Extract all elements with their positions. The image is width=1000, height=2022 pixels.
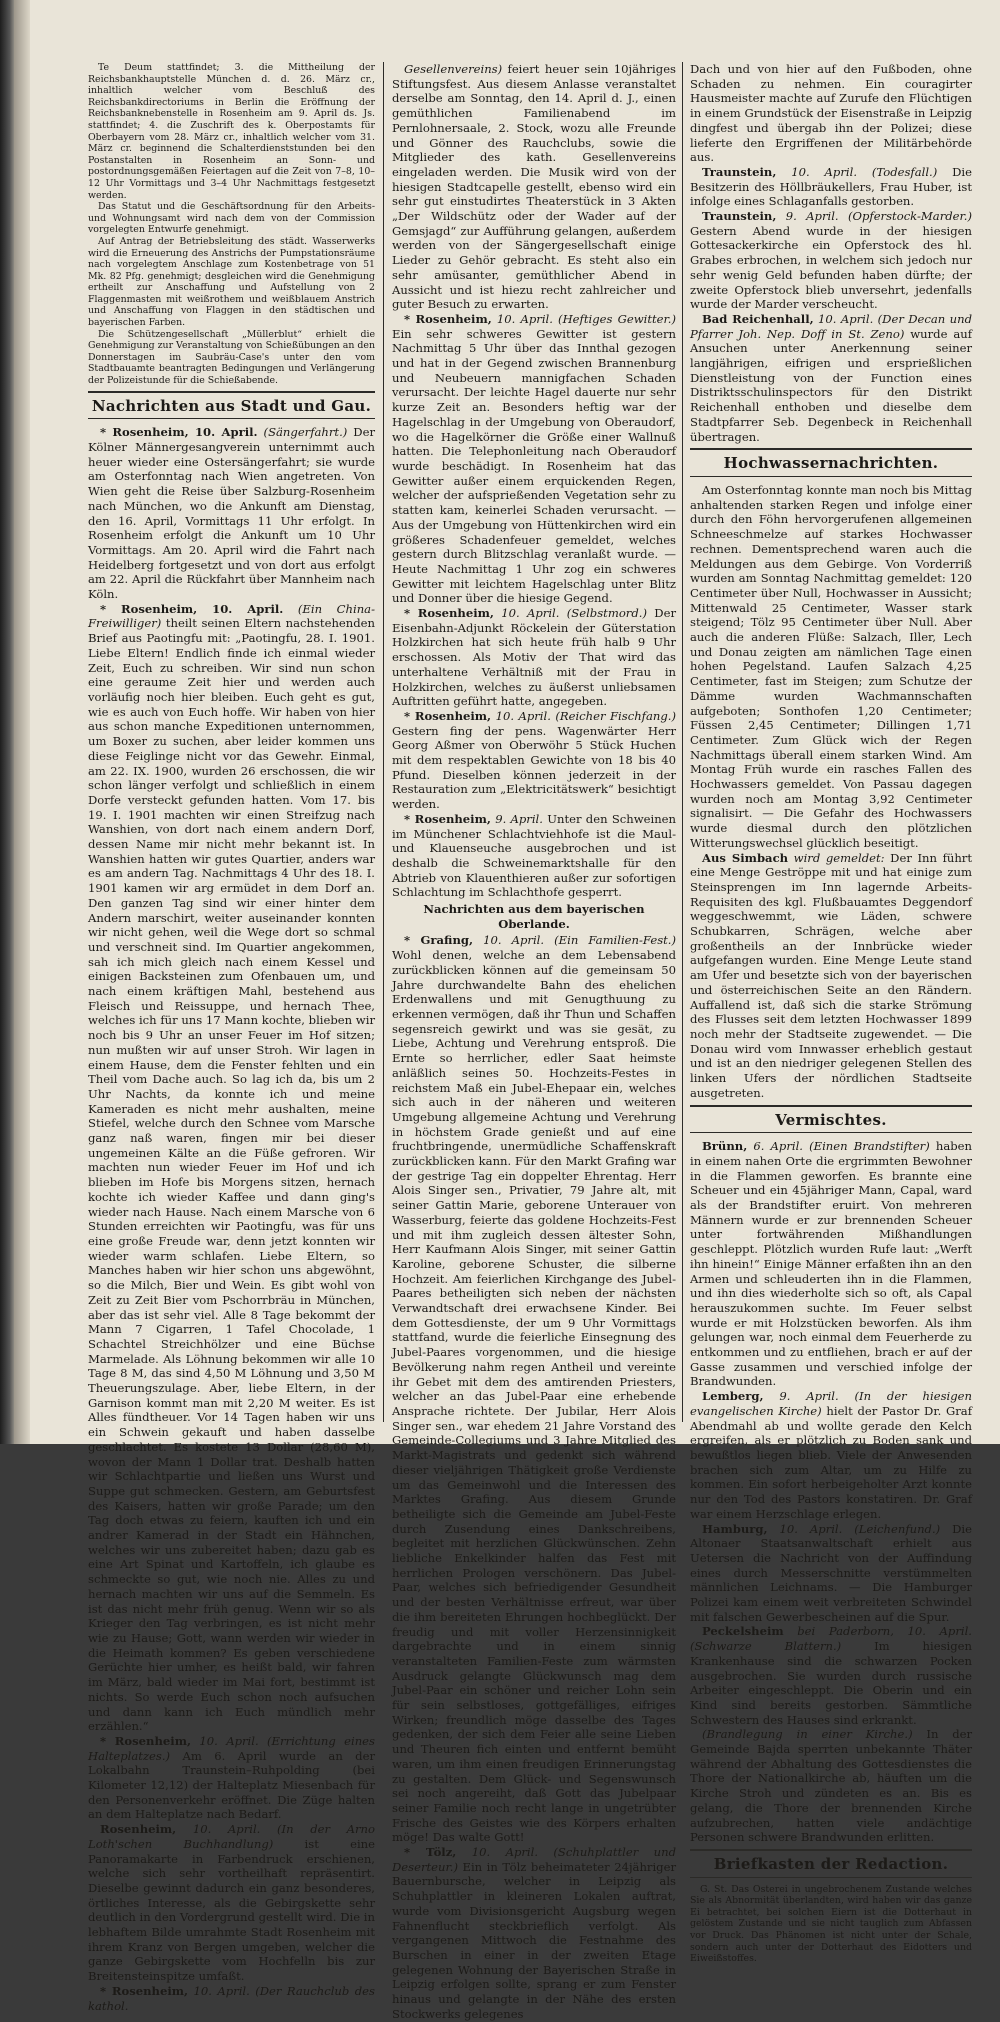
article-topic: 9. April. (495, 811, 543, 826)
column-3 (690, 62, 973, 1965)
article-text: wurde auf Ansuchen unter Anerkennung seiner langjährigen, eifrigen und ersprießlichen Dienstleistung von der Function eines Distriktsschulinspectors für den Distrikt Reichenhall enthoben und dieselbe dem Stadtpfarrer Seb. Degenbeck in Reichenhall übertragen. (690, 326, 972, 444)
article-text: Am Osterfonntag konnte man noch bis Mittag anhaltenden starken Regen und infolge einer durch den Föhn hervorgerufenen allgemeinen Schneeschmelze auf starkes Hochwasser rechnen. Dementsprechend waren auch die Meldungen aus dem Gebirge. Von Vorderriß wurden am Sonntag Nachmittag gemeldet: 120 Centimeter über Null, Hochwasser in Aussicht; Mittenwald 25 Centimeter, Wasser stark steigend; Tölz 95 Centimeter über Null. Aber auch die anderen Flüße: Salzach, Iller, Lech und Donau zeigten am nämlichen Tage einen hohen Pegelstand. Laufen Salzach 4,25 Centimeter, fast im Steigen; zum Schutze der Dämme wurden Wachmannschaften aufgeboten; Sonthofen 1,20 Centimeter; Füssen 2,45 Centimeter; Dillingen 1,71 Centimeter. Zum Glück wich der Regen Nachmittags überall einem starken Wind. Am Montag Früh wurde ein rasches Fallen des Hochwassers gemeldet. Von Passau dagegen wurden noch am Montag 3,92 Centimeter signalisirt. — Die Gefahr des Hochwassers wurde diesmal durch den plötzlichen Witterungswechsel glücklich beseitigt. (690, 482, 972, 850)
article-dateline: Peckelsheim (702, 1624, 784, 1639)
news-article (392, 1845, 676, 2021)
article-dateline: Aus Simbach (702, 850, 789, 865)
news-article (392, 933, 676, 1845)
news-article (690, 312, 972, 444)
article-dateline: * Rosenheim, (404, 708, 492, 723)
section-divider (690, 1849, 972, 1851)
article-dateline: Lemberg, (702, 1389, 764, 1404)
article-dateline: * Rosenheim, 10. April. (100, 601, 284, 616)
council-notice: Te Deum stattfindet; 3. die Mittheilung der Reichsbankhauptstelle München d. d. 26. März cr., inhaltlich welcher vom Beschluß des Reichsbankdirectoriums in Berlin die Eröffnung der Reichsbanknebenstelle in Rosenheim am 9. April ds. Js. stattfindet; 4. die Zuschrift des k. Oberpostamts für Oberbayern vom 28. März cr., inhaltlich welcher vom 31. März cr. beginnend die Schalterdienststunden bei den Postanstalten in Rosenheim an Sonn- und postordnungsgemäßen Feiertagen auf die Zeit von 7–8, 10–12 Uhr Vormittags und 3–4 Uhr Nachmittags festgesetzt werden. (88, 62, 375, 201)
section-divider (88, 391, 375, 393)
news-article (690, 1139, 972, 1389)
article-topic: 9. April. (Opferstock-Marder.) (785, 209, 973, 224)
article-topic: Gesellenvereins) (404, 62, 503, 76)
news-article (690, 1727, 972, 1845)
news-article (690, 1522, 972, 1625)
article-text: Die Altonaer Staatsanwaltschaft erhielt aus Uetersen die Nachricht von der Auffindung eines durch Messerschnitte verstümmelten männlichen Leichnams. — Die Hamburger Polizei kam einem weit verbreiteten Schwindel mit falschen Gewerbescheinen auf die Spur. (690, 1521, 973, 1624)
article-topic: 10. April. (Der Rauchclub des kathol. (88, 1983, 375, 2013)
news-article (690, 851, 972, 1101)
column-1 (88, 62, 376, 2013)
article-text: Dach und von hier auf den Fußboden, ohne Schaden zu nehmen. Ein couragirter Hausmeister machte auf Zurufe den Flüchtigen in einem Grundstück der Eisenstraße in Leipzig dingfest und übergab ihn der Polizei; diese lieferte den Ergriffenen der Militärbehörde aus. (690, 62, 972, 165)
article-topic: 10. April. (Errichtung eines Halteplatzes.) (88, 1733, 375, 1763)
council-notice: Auf Antrag der Betriebsleitung des städt. Wasserwerks wird die Erneuerung des Anstrichs der Pumpstationsräume nach vorgelegtem Anschlage zum Kostenbetrage von 51 Mk. 82 Pfg. genehmigt; desgleichen wird die Genehmigung ertheilt zur Anschaffung und Aufstellung von 2 Flaggenmasten mit weißrothem und weißblauem Anstrich und Anschaffung von Flaggen in den städtischen und bayerischen Farben. (88, 235, 375, 329)
article-text: Am 6. April wurde an der Lokalbahn Traunstein–Ruhpolding (bei Kilometer 12,12) der Halteplatz Miesenbach für den Personenverkehr eröffnet. Die Züge halten an dem Halteplatze nach Bedarf. (88, 1748, 376, 1822)
article-dateline: * Tölz, (404, 1845, 457, 1860)
article-text: Ein sehr schweres Gewitter ist gestern Nachmittag 5 Uhr über das Innthal gezogen und hat in der Gegend zwischen Brannenburg und Neubeuern mannigfachen Schaden verursacht. Der leichte Hagel dauerte nur sehr kurze Zeit an. Besonders heftig war der Hagelschlag in der Umgebung von Oberaudorf, wo die Hagelkörner die Größe einer Wallnuß hatten. Die Telephonleitung nach Oberaudorf wurde beschädigt. In Rosenheim hat das Gewitter außer einem erquickenden Regen, welcher der aufsprießenden Vegetation sehr zu statten kam, keinerlei Schaden verursacht. — Aus der Umgebung von Hüttenkirchen wird ein größeres Schadenfeuer gemeldet, welches gestern durch Blitzschlag veranlaßt wurde. — Heute Nachmittag 1 Uhr zog ein schweres Gewitter mit leichtem Hagelschlag unter Blitz und Donner über die hiesige Gegend. (392, 326, 676, 606)
article-dateline: * Grafing, (404, 933, 474, 948)
article-text: Der Inn führt eine Menge Geströppe mit und hat einige zum Steinsprengen im Inn lagernde Arbeits-Requisiten des kgl. Flußbauamtes Deggendorf weggeschwemmt, wie Läden, schwere Schubkarren, Schrägen, welche aber großentheils an der Innbrücke wieder aufgefangen wurden. Eine Menge Leute stand am Ufer und besetzte sich von der bayerischen und österreichischen Seite an den Rändern. Auffallend ist, daß sich die starke Strömung des Flusses seit dem letzten Hochwasser 1899 noch mehr der Stadtseite zugewendet. — Die Donau wird vom Innwasser erheblich gestaut und ist an den niedriger gelegenen Stellen des linken Ufers der nördlichen Stadtseite ausgetreten. (690, 850, 973, 1100)
section-heading: Nachrichten aus Stadt und Gau. (91, 396, 372, 415)
article-text: Die Besitzerin des Höllbräukellers, Frau Huber, ist infolge eines Schlaganfalls gestorben. (690, 164, 972, 209)
article-topic: (Sängerfahrt.) (263, 425, 348, 440)
article-text: Unter den Schweinen im Münchener Schlachtviehhofe ist die Maul- und Klauenseuche ausgebrochen und ist deshalb die Schweinemarktshalle für den Abtrieb von Klauenthieren außer zur sofortigen Schlachtung im Schlachthofe gesperrt. (392, 811, 677, 900)
heading-rule (88, 418, 375, 419)
news-article (690, 1624, 972, 1727)
article-topic: 10. April. (Schuhplattler und Deserteur.) (392, 1845, 676, 1874)
section-heading: Vermischtes. (775, 1110, 887, 1129)
article-dateline: Traunstein, (702, 209, 777, 224)
article-topic: 10. April. (Ein Familien-Fest.) (483, 933, 677, 948)
article-text: In der Gemeinde Bajda sperrten unbekannte Thäter während der Abhaltung des Gottesdienstes die Thore der Nationalkirche ab, häuften um die Kirche Stroh und zündeten es an. Bis es gelang, die Thore der brennenden Kirche aufzubrechen, hatten viele andächtige Personen schwere Brandwunden erlitten. (690, 1727, 973, 1845)
article-dateline: * Rosenheim, 10. April. (100, 425, 258, 440)
news-article (690, 62, 972, 165)
article-topic: 10. April. (In der Arno Loth'schen Buchhandlung) (88, 1822, 376, 1851)
heading-rule (690, 1132, 972, 1133)
article-dateline: Hamburg, (702, 1521, 768, 1536)
news-article (690, 209, 972, 312)
page-content (88, 62, 973, 2021)
heading-rule (690, 476, 972, 477)
article-dateline: Rosenheim, (100, 1822, 177, 1837)
news-article (690, 483, 972, 851)
news-article (392, 709, 676, 812)
section-heading: Briefkasten der Redaction. (713, 1854, 949, 1873)
article-text: theilt seinen Eltern nachstehenden Brief aus Paotingfu mit: „Paotingfu, 28. I. 1901. Liebe Eltern! Endlich finde ich einmal wieder Zeit, Euch zu schreiben. Wir sind nun schon eine geraume Zeit hier und werden auch vorläufig noch hier bleiben. Euch geht es gut, wie es auch von Euch hoffe. Wir haben von hier aus schon manche Expeditionen unternommen, um Boxer zu suchen, aber leider kommen uns diese Feiglinge nicht vor das Gewehr. Einmal, am 22. IX. 1900, wurden 26 erschossen, die wir schon länger verfolgt und schließlich in einem Dorfe versteckt gefunden hatten. Vom 17. bis 19. I. 1901 machten wir einen Streifzug nach Wanshien, von dort nach einem andern Dorf, dessen Name mir nicht mehr bekannt ist. In Wanshien hatten wir gutes Quartier, anders war es am andern Tag. Nachmittags 4 Uhr des 18. I. 1901 kamen wir arg ermüdet in dem Dorf an. Den ganzen Tag sind wir einer hinter dem Andern marschirt, weiter auseinander konnten wir nicht gehen, weil die Wege dort so schmal und verschneit sind. Im Quartier angekommen, sah ich mich gleich nach einem Kessel und einigen Backsteinen zum Ofenbauen um, und nach einem kräftigen Mahl, bestehend aus Fleisch und Reissuppe, und hernach Thee, welches ich für uns 17 Mann kochte, blieben wir noch bis 9 Uhr an unser Feuer im Hof sitzen; nun mußten wir auf unser Stroh. Wir lagen in einem Hause, dem die Fenster fehlten und ein Theil vom Dache auch. So lag ich da, bis um 2 Uhr Nachts, da konnte ich und meine Kameraden es nicht mehr aushalten, meine Stiefel, welche durch den Schnee vom Marsche ganz naß waren, fingen mir bei dieser ungemeinen Kälte an die Füße gefroren. Wir machten nun wieder Feuer im Hof und ich blieben im Hofe bis Morgens sitzen, hernach kochte ich wieder Kaffee und dann ging's wieder nach Hause. Nach einem Marsche von 6 Stunden erreichten wir Paotingfu, was für uns eine große Freude war, denn jetzt konnten wir wieder warm schlafen. Liebe Eltern, so Manches haben wir hier schon uns abgewöhnt, so die Milch, Bier und Wein. Es gibt wohl von Zeit zu Zeit Bier vom Pschorrbräu in München, aber das ist sehr viel. Alle 8 Tage bekommt der Mann 7 Cigarren, 1 Tafel Chocolade, 1 Schachtel Streichhölzer und eine Büchse Marmelade. Als Löhnung bekommen wir alle 10 Tage 8 M, das sind 4,50 M Löhnung und 3,50 M Theuerungszulage. Aber, liebe Eltern, in der Garnison kommt man mit 2,20 M weiter. Es ist Alles fündtheuer. Vor 14 Tagen haben wir uns ein Schwein gekauft und haben dasselbe geschlachtet. Es kostete 13 Dollar (28,60 M), wovon der Mann 1 Dollar trat. Deshalb hatten wir Schlachtpartie und ließen uns Wurst und Suppe gut schmecken. Gestern, am Geburtsfest des Kaisers, hatten wir große Parade; um den Tag doch etwas zu feiern, kauften ich und ein andrer Kamerad in der Stadt ein Hähnchen, welches wir uns zubereitet haben; dazu gab es eine Art Spinat und Kartoffeln, ich glaube es schmeckte so gut, wie noch nie. Alles zu und hernach machten wir uns auf die Semmeln. Es ist das nicht mehr früh genug. Wenn wir so als Krieger den Tag verbringen, es ist nicht mehr wie zu Hause; Gott, wann werden wir wieder in die Heimath kommen? Es geben verschiedene Gerüchte hier umher, es heißt bald, wir fahren im März, bald wieder im Mai fort, bestimmt ist nichts. So werde Euch schon noch aufsuchen und dann kann ich Euch mündlich mehr erzählen.“ (88, 616, 375, 1734)
news-article (88, 1734, 375, 1822)
news-article (88, 425, 375, 601)
section-divider (690, 1105, 972, 1107)
article-text: Der Eisenbahn-Adjunkt Röckelein der Güterstation Holzkirchen hat sich heute früh halb 9 Uhr erschossen. Als Motiv der That wird das unterhaltene Verhältniß mit der Frau in Holzkirchen, welches zu äußerst unliebsamen Auftritten geführt hatte, angegeben. (392, 606, 676, 709)
article-dateline: * Rosenheim, (404, 811, 491, 826)
heading-rule (690, 1877, 972, 1878)
news-article (392, 62, 676, 312)
article-dateline: Traunstein, (702, 164, 777, 179)
article-dateline: * Rosenheim, (404, 606, 494, 621)
column-rule (682, 62, 683, 1422)
article-text: hielt der Pastor Dr. Graf Abendmahl ab und wollte gerade den Kelch ergreifen, als er plötzlich zu Boden sank und bewußtlos liegen blieb. Viele der Anwesenden brachen sich zum Altar, um zu Hilfe zu kommen. Ein sofort herbeigeholter Arzt konnte nur den Tod des Pastors konstatiren. Dr. Graf war einem Herzschlage erlegen. (690, 1403, 972, 1521)
article-topic: 9. April. (In der hiesigen evangelischen Kirche) (690, 1389, 972, 1418)
council-notice: Das Statut und die Geschäftsordnung für den Arbeits- und Wohnungsamt wird nach dem von der Commission vorgelegten Entwurfe genehmigt. (88, 201, 375, 236)
article-dateline: Bad Reichenhall, (702, 311, 814, 326)
section-divider (690, 448, 972, 450)
article-text: feiert heuer sein 10jähriges Stiftungsfest. Aus diesem Anlasse veranstaltet derselbe am Sonntag, den 14. April d. J., einen gemüthlichen Familienabend im Pernlohnersaale, 2. Stock, wozu alle Freunde und Gönner des Rauchclubs, sowie die Mitglieder des kath. Gesellenvereins eingeladen werden. Die Musik wird von der hiesigen Stadtcapelle gestellt, ebenso wird ein sehr gut einstudirtes Theaterstück in 3 Akten „Der Wildschütz oder der Wader auf der Gemsjagd“ zur Aufführung gelangen, außerdem werden von der Sängergesellschaft einige Lieder zu Gehör gebracht. Es steht also ein sehr amüsanter, gemüthlicher Abend in Aussicht und ist hiezu recht zahlreicher und guter Besuch zu erwarten. (392, 62, 677, 312)
article-text: haben in einem nahen Orte die ergrimmten Bewohner in die Flammen geworfen. Es brannte eine Scheuer und ein 45jähriger Mann, Capal, ward als der Brandstifter eruirt. Von mehreren Männern wurde er zur brennenden Scheuer unter fortwährenden Mißhandlungen geschleppt. Plötzlich wurden Rufe laut: „Werft ihn hinein!“ Einige Männer erfaßten ihn an den Armen und schleuderten ihn in die Flammen, und ihn dies wiederholte sich so oft, als Capal herauszukommen suchte. Im Feuer selbst wurde er mit Holzstücken beworfen. Als ihm gelungen war, noch einmal dem Feuerherde zu entkommen und zu entfliehen, brach er auf der Gasse zusammen und verschied infolge der Brandwunden. (690, 1139, 973, 1389)
council-notice: Die Schützengesellschaft „Müllerblut“ erhielt die Genehmigung zur Veranstaltung von Schießübungen an den Donnerstagen im Saubräu-Case's unter den vom Stadtbauamte beantragten Bedingungen und Verlängerung der Polizeistunde für die Schießabende. (88, 328, 375, 387)
article-text: Der Kölner Männergesangverein unternimmt auch heuer wieder eine Ostersängerfahrt; sie wurde am Osterfonntag nach Wien angetreten. Von Wien geht die Reise über Salzburg-Rosenheim nach München, wo die Ankunft am Dienstag, den 16. April, Vormittags 11 Uhr erfolgt. In Rosenheim erfolgt die Ankunft um 10 Uhr Vormittags. Am 20. April wird die Fahrt nach Heidelberg fortgesetzt und von dort aus erfolgt am 22. April die Rückfahrt über Mannheim nach Köln. (88, 425, 375, 602)
news-article (690, 165, 972, 209)
article-text: Im hiesigen Krankenhause sind die schwarzen Pocken ausgebrochen. Sie wurden durch russische Arbeiter eingeschleppt. Die Oberin und ein Kind sind bereits gestorben. Sämmtliche Schwestern des Hauses sind erkrankt. (690, 1639, 972, 1727)
article-text: Ein in Tölz beheimateter 24jähriger Bauernbursche, welcher in Leipzig als Schuhplattler in kleineren Lokalen auftrat, wurde vom Divisionsgericht Augsburg wegen Fahnenflucht steckbrieflich verfolgt. Als vergangenen Mittwoch die Festnahme des Burschen in einer in der zweiten Etage gelegenen Wohnung der Bayerischen Straße in Leipzig erfolgen sollte, sprang er zum Fenster hinaus und gelangte in der Nähe des ersten Stockwerks gelegenes (392, 1859, 677, 2021)
article-topic: 10. April. (Todesfall.) (791, 164, 938, 179)
page-gutter (14, 0, 30, 1444)
article-topic: (Brandlegung in einer Kirche.) (702, 1727, 913, 1742)
article-topic: 10. April. (Reicher Fischfang.) (495, 708, 676, 723)
letterbox-reply: G. St. Das Osterei in ungebrochenem Zustande welches Sie als Abnormität überlandten, wird haben wir das ganze Ei betrachtet, bei solchen Eiern ist die Dotterhaut in gelöstem Zustande und sie nicht tauglich zum Abfassen vor Druck. Das Phänomen ist nicht unter der Schale, sondern auch unter der Dotterhaut des Eidotters und Eiweißstoffes. (690, 1883, 972, 1965)
news-article (392, 312, 676, 606)
article-text: Gestern fing der pens. Wagenwärter Herr Georg Aßmer von Oberwöhr 5 Stück Huchen mit dem respektablen Gewichte von 18 bis 40 Pfund. Dieselben können jederzeit in der Restauration zum „Elektricitätswerk“ besichtigt werden. (392, 723, 676, 812)
news-article (88, 1822, 375, 1984)
book-binding-edge (0, 0, 14, 1444)
article-topic: 10. April. (Leichenfund.) (779, 1521, 941, 1536)
news-article (392, 812, 676, 900)
news-article (88, 1984, 375, 2013)
article-dateline: * Rosenheim, (404, 311, 492, 326)
article-text: Gestern Abend wurde in der hiesigen Gottesackerkirche ein Opferstock des hl. Grabes erbrochen, in welchem sich jedoch nur sehr wenig Geld befunden haben dürfte; der zweite Opferstock blieb unversehrt, jedenfalls wurde der Marder verscheucht. (690, 223, 972, 312)
article-text: Wohl denen, welche an dem Lebensabend zurückblicken können auf die gemeinsam 50 Jahre durchwandelte Bahn des ehelichen Erdenwallens und mit Genugthuung zu erkennen vermögen, daß ihr Thun und Schaffen segensreich gewirkt und was sie gesät, zu Liebe, Achtung und Verehrung entsproß. Die Ernte so herrlicher, edler Saat heimste anläßlich seines 50. Hochzeits-Festes in reichstem Maß ein Jubel-Ehepaar ein, welches sich auch in der näheren und weiteren Umgebung allgemeine Achtung und Verehrung in höchstem Grade genießt und auf eine fruchtbringende, unermüdliche Schaffenskraft zurückblicken kann. Für den Markt Grafing war der gestrige Tag ein doppelter Ehrentag. Herr Alois Singer sen., Privatier, 79 Jahre alt, mit seiner Gattin Marie, geborene Unterauer von Wasserburg, feierte das goldene Hochzeits-Fest und mit ihm zugleich dessen ältester Sohn, Herr Kaufmann Alois Singer, mit seiner Gattin Karoline, geborene Schuster, die silberne Hochzeit. Am feierlichen Kirchgange des Jubel-Paares betheiligten sich neben der nächsten Verwandtschaft drei erwachsene Kinder. Bei dem Gottesdienste, der um 9 Uhr Vormittags stattfand, wurde die feierliche Einsegnung des Jubel-Paares vorgenommen, und die hiesige Bevölkerung nahm regen Antheil und vereinte ihr Gebet mit dem des amtirenden Priesters, welcher an das Jubel-Paar eine erhebende Ansprache richtete. Der Jubilar, Herr Alois Singer sen., war ehedem 21 Jahre Vorstand des Gemeinde-Collegiums und 3 Jahre Mitglied des Markt-Magistrats und gedenkt sich während dieser vieljährigen Thätigkeit große Verdienste um das Gemeinwohl und die Interessen des Marktes Grafing. Aus diesem Grunde betheiligte sich die Gemeinde am Jubel-Feste durch Zusendung eines Dankschreibens, begleitet mit herzlichen Glückwünschen. Zehn liebliche Enkelkinder halfen das Fest mit herrlichen Prologen verschönern. Das Jubel-Paar, welches sich befriedigender Gesundheit und der besten Verhältnisse erfreut, war über die ihm bereiteten Ehrungen hochbeglückt. Der freudig und mit voller Herzensinnigkeit dargebrachte und in einem sinnig veranstalteten Familien-Feste zum wärmsten Ausdruck gelangte Glückwunsch mag dem Jubel-Paar ein schöner und reicher Lohn sein für sein selbstloses, gottgefälliges, eifriges Wirken; freundlich möge dasselbe des Tages gedenken, der sich dem Feier alle seine Lieben und Theuren fich einten und entfernt bemüht waren, um ihm einen freudigen Erinnerungstag zu gestalten. Dem Glück- und Segenswunsch sei noch angereiht, daß Gott das Jubelpaar seiner Familie noch recht lange in ungetrübter Frische des Geistes wie des Körpers erhalten möge! Das walte Gott! (392, 948, 676, 1845)
column-2 (392, 62, 677, 2021)
news-article (88, 602, 375, 1734)
article-topic: 10. April. (Selbstmord.) (501, 606, 647, 621)
article-topic: 6. April. (Einen Brandstifter) (753, 1139, 930, 1154)
article-text: ist eine Panoramakarte in Farbendruck erschienen, welche sich sehr vortheilhaft repräsentirt. Dieselbe gewinnt dadurch ein ganz besonderes, örtliches Interesse, als die Gebirgskette sehr deutlich in den Vordergrund gestellt wird. Die in lebhaftem Bilde umrahmte Stadt Rosenheim mit ihrem Kranz von Bergen umgeben, welcher die ganze Gebirgskette vom Hochfelln bis zur Breitensteinspitze umfaßt. (88, 1836, 375, 1984)
article-topic: bei Paderborn, 10. April. (Schwarze Blattern.) (690, 1624, 972, 1654)
section-heading: Hochwassernachrichten. (723, 454, 939, 473)
article-topic: 10. April. (Der Decan und Pfarrer Joh. Nep. Doff in St. Zeno) (690, 311, 972, 341)
article-dateline: * Rosenheim, (100, 1983, 189, 1998)
article-topic: (Ein China-Freiwilliger) (88, 601, 375, 631)
news-article (392, 606, 676, 709)
article-topic: 10. April. (Heftiges Gewitter.) (496, 311, 676, 326)
article-dateline: * Rosenheim, (100, 1733, 192, 1748)
article-dateline: Brünn, (702, 1139, 748, 1154)
news-article (690, 1389, 972, 1521)
subsection-heading: Nachrichten aus dem bayerischen Oberlande. (423, 902, 645, 931)
column-rule (383, 62, 384, 1422)
article-topic: wird gemeldet: (793, 850, 885, 865)
